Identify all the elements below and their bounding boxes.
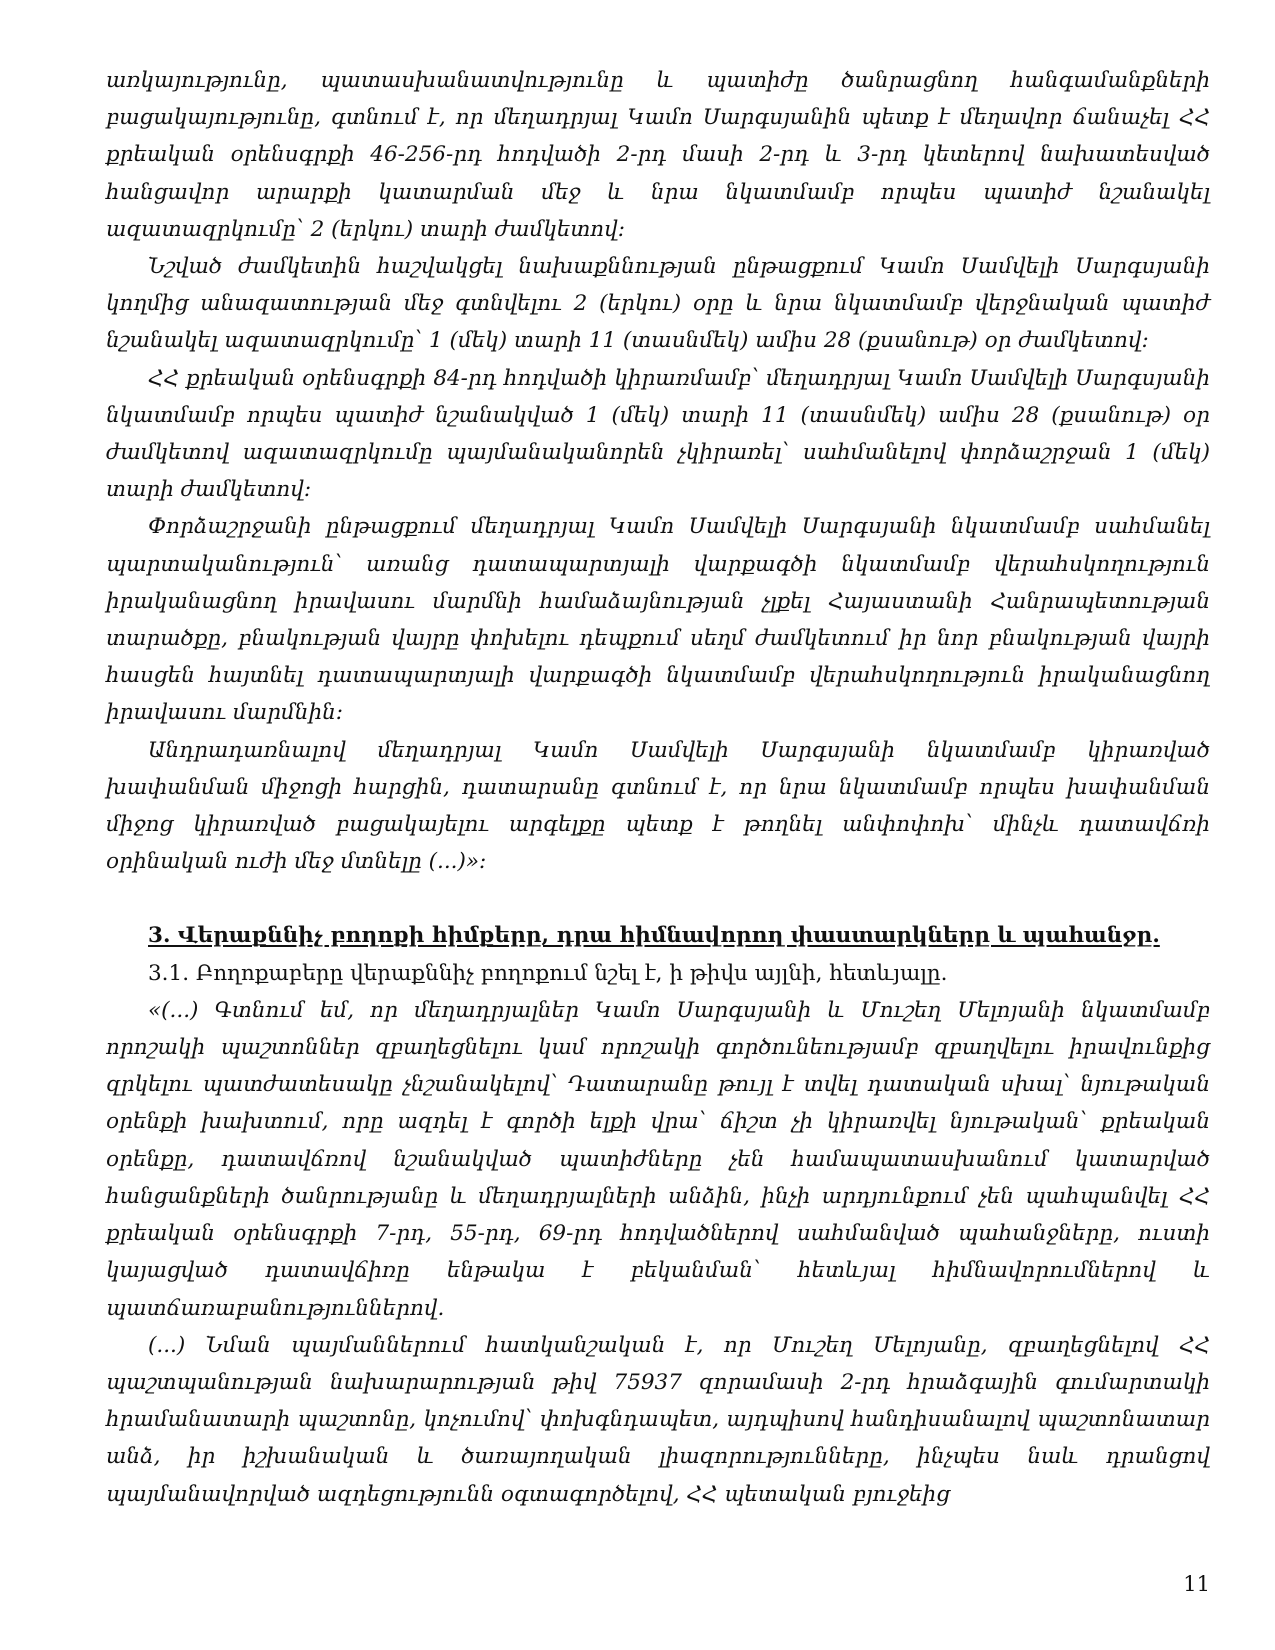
quote-paragraph: «(...) Գտնում եմ, որ մեղադրյալներ Կամո Սարգսյանի և Մուշեղ Մելոյանի նկատմամբ որոշակի պաշտոններ զբաղեցնելու կամ որոշակի գործունեությամբ զբաղվելու իրավունքից զրկելու պատժատեսակը չնշանակելով՝ Դատարանը թույլ է տվել դատական սխալ՝ նյութական օրենքի խախտում, որը ազդել է գործի ելքի վրա՝ ճիշտ չի կիրառվել նյութական՝ քրեական օրենքը, դատավճռով նշանակված պատիժները չեն համապատասխանում կատարված հանցանքների ծանրությանը և մեղադրյալների անձին, ինչի արդյունքում չեն պահպանվել ՀՀ քրեական օրենսգրքի 7-րդ, 55-րդ, 69-րդ հոդվածներով սահմանված պահանջները, ուստի կայացված դատավճիռը ենթակա է բեկանման՝ հետևյալ հիմնավորումներով և պատճառաբանություններով. xyxy=(106,997,1210,1321)
section-heading: 3. Վերաքննիչ բողոքի հիմքերը, դրա հիմնավորող փաստարկները և պահանջը. xyxy=(148,923,1160,949)
paragraph-conditional-sentence: ՀՀ քրեական օրենսգրքի 84-րդ հոդվածի կիրառմամբ՝ մեղադրյալ Կամո Սամվելի Սարգսյանի նկատմամբ որպես պատիժ նշանակված 1 (մեկ) տարի 11 (տասնմեկ) ամիս 28 (քսանութ) օր ժամկետով ազատազրկումը պայմանականորեն չկիրառել՝ սահմանելով փորձաշրջան 1 (մեկ) տարի ժամկետով: xyxy=(106,365,1210,503)
subsection-intro: 3.1. Բողոքաբերը վերաքննիչ բողոքում նշել է, ի թիվս այլնի, հետևյալը. xyxy=(148,960,948,986)
page-number: 11 xyxy=(1183,1572,1210,1596)
quote-paragraph: (...) Նման պայմաններում հատկանշական է, որ Մուշեղ Մելոյանը, զբաղեցնելով ՀՀ պաշտպանության նախարարության թիվ 75937 զորամասի 2-րդ հրաձգային գումարտակի հրամանատարի պաշտոնը, կոչումով՝ փոխգնդապետ, այդպիսով հանդիսանալով պաշտոնատար անձ, իր իշխանական և ծառայողական լիազորությունները, ինչպես նաև դրանցով պայմանավորված ազդեցությունն օգտագործելով, ՀՀ պետական բյուջեից xyxy=(106,1332,1210,1507)
document-page xyxy=(106,62,1210,1513)
paragraph-probation-duties: Փորձաշրջանի ընթացքում մեղադրյալ Կամո Սամվելի Սարգսյանի նկատմամբ սահմանել պարտականություն՝ առանց դատապարտյալի վարքագծի նկատմամբ վերահսկողություն իրականացնող իրավասու մարմնի համաձայնության չլքել Հայաստանի Հանրապետության տարածքը, բնակության վայրը փոխելու դեպքում սեղմ ժամկետում իր նոր բնակության վայրի հասցեն հայտնել դատապարտյալի վարքագծի նկատմամբ վերահսկողություն իրականացնող իրավասու մարմնին: xyxy=(106,514,1210,726)
paragraph-sentence-offset: Նշված ժամկետին հաշվակցել նախաքննության ընթացքում Կամո Սամվելի Սարգսյանի կողմից անազատության մեջ գտնվելու 2 (երկու) օրը և նրա նկատմամբ վերջնական պատիժ նշանակել ազատազրկումը՝ 1 (մեկ) տարի 11 (տասնմեկ) ամիս 28 (քսանութ) օր ժամկետով: xyxy=(106,254,1210,354)
paragraph-preventive-measure: Անդրադառնալով մեղադրյալ Կամո Սամվելի Սարգսյանի նկատմամբ կիրառված խափանման միջոցի հարցին, դատարանը գտնում է, որ նրա նկատմամբ որպես խափանման միջոց կիրառված բացակայելու արգելքը պետք է թողնել անփոփոխ՝ մինչև դատավճռի օրինական ուժի մեջ մտնելը (...)»: xyxy=(106,737,1210,875)
paragraph-continuation: առկայությունը, պատասխանատվությունը և պատիժը ծանրացնող հանգամանքների բացակայությունը, գտնում է, որ մեղադրյալ Կամո Սարգսյանին պետք է մեղավոր ճանաչել ՀՀ քրեական օրենսգրքի 46-256-րդ հոդվածի 2-րդ մասի 2-րդ և 3-րդ կետերով նախատեսված հանցավոր արարքի կատարման մեջ և նրա նկատմամբ որպես պատիժ նշանակել ազատազրկումը՝ 2 (երկու) տարի ժամկետով: xyxy=(106,68,1210,242)
